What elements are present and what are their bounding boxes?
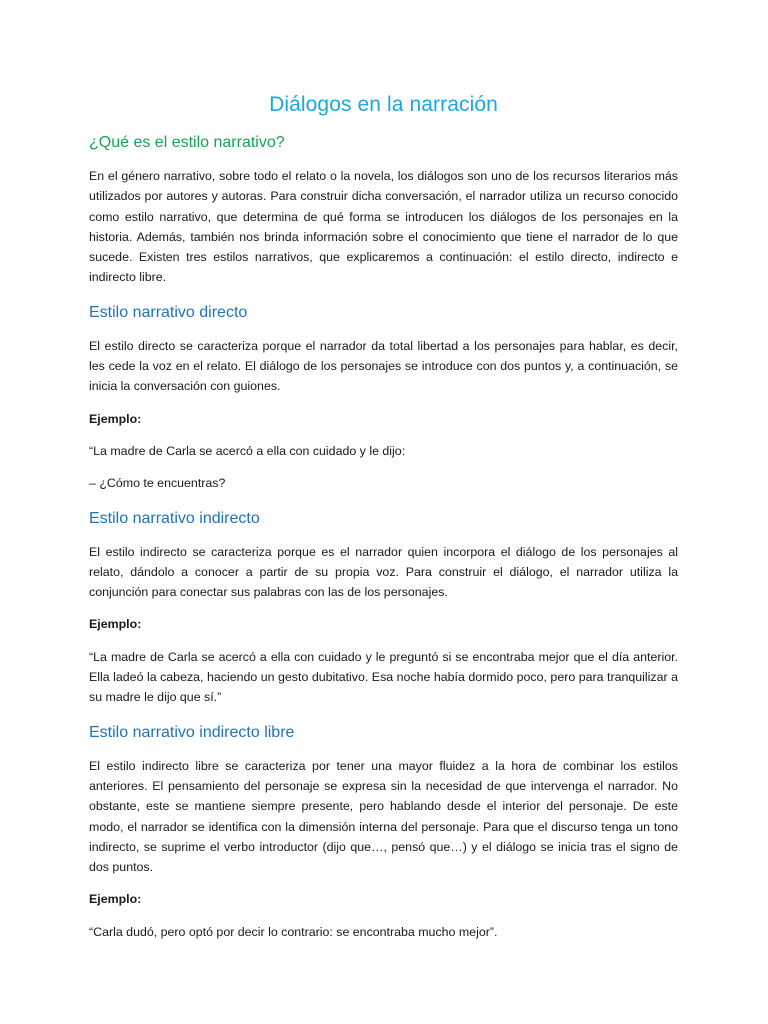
example-line-indirecto-libre-1: “Carla dudó, pero optó por decir lo contrario: se encontraba mucho mejor”. (89, 924, 498, 939)
section-paragraph-directo: El estilo directo se caracteriza porque el narrador da total libertad a los personajes para hablar, es decir, les cede la voz en el relato. El diálogo de los personajes se introduce con dos puntos y, a continuación, se inicia la conversación con guiones. (89, 338, 678, 394)
section-paragraph-indirecto-libre: El estilo indirecto libre se caracteriza por tener una mayor fluidez a la hora de combinar los estilos anteriores. El pensamiento del personaje se expresa sin la necesidad de que intervenga el narrador. No obstante, este se mantiene siempre presente, pero hablando desde el interior del personaje. De este modo, el narrador se identifica con la dimensión interna del personaje. Para que el discurso tenga un tono indirecto, se suprime el verbo introductor (dijo que…, pensó que…) y el diálogo se inicia tras el signo de dos puntos. (89, 758, 678, 875)
example-line-directo-2: – ¿Cómo te encuentras? (89, 476, 226, 491)
example-label-directo: Ejemplo: (89, 411, 142, 426)
document-title: Diálogos en la narración (269, 93, 498, 116)
section-heading-indirecto-libre: Estilo narrativo indirecto libre (89, 723, 295, 741)
example-line-directo-1: “La madre de Carla se acercó a ella con cuidado y le dijo: (89, 443, 406, 458)
example-line-indirecto-1: “La madre de Carla se acercó a ella con cuidado y le preguntó si se encontraba mejor que el día anterior. Ella ladeó la cabeza, haciendo un gesto dubitativo. Esa noche había dormido poco, pero para tranquilizar a su madre le dijo que sí.” (89, 649, 678, 705)
section-heading-directo: Estilo narrativo directo (89, 303, 248, 321)
intro-paragraph: En el género narrativo, sobre todo el relato o la novela, los diálogos son uno de los recursos literarios más utilizados por autores y autoras. Para construir dicha conversación, el narrador utiliza un recurso conocido como estilo narrativo, que determina de qué forma se introducen los diálogos de los personajes en la historia. Además, también nos brinda información sobre el conocimiento que tiene el narrador de lo que sucede. Existen tres estilos narrativos, que explicaremos a continuación: el estilo directo, indirecto e indirecto libre. (89, 169, 678, 285)
document-page (89, 90, 678, 942)
example-label-indirecto: Ejemplo: (89, 617, 142, 632)
section-paragraph-indirecto: El estilo indirecto se caracteriza porque es el narrador quien incorpora el diálogo de los personajes al relato, dándolo a conocer a partir de su propia voz. Para construir el diálogo, el narrador utiliza la conjunción para conectar sus palabras con las de los personajes. (89, 544, 678, 600)
example-label-indirecto-libre: Ejemplo: (89, 892, 142, 907)
intro-heading: ¿Qué es el estilo narrativo? (89, 134, 285, 151)
section-heading-indirecto: Estilo narrativo indirecto (89, 509, 260, 527)
